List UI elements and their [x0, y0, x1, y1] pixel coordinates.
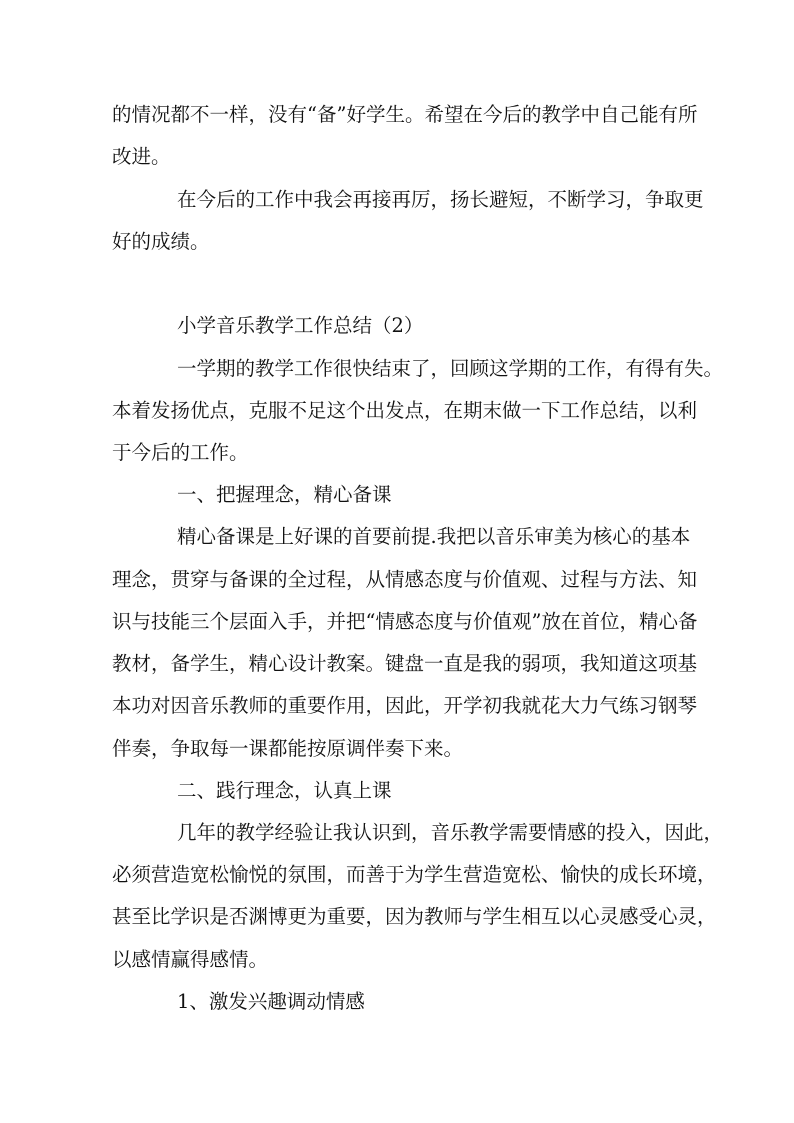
- subheading: 二、践行理念，认真上课: [177, 779, 392, 802]
- body-text-line: 必须营造宽松愉悦的氛围，而善于为学生营造宽松、愉快的成长环境，: [112, 863, 717, 886]
- body-text-line: 本功对因音乐教师的重要作用，因此，开学初我就花大力气练习钢琴: [112, 694, 698, 717]
- body-text-line: 理念，贯穿与备课的全过程，从情感态度与价值观、过程与方法、知: [112, 568, 698, 591]
- body-text-line: 以感情赢得感情。: [112, 948, 269, 971]
- body-text-line: 识与技能三个层面入手，并把“情感态度与价值观”放在首位，精心备: [112, 610, 698, 633]
- body-text-line: 教材，备学生，精心设计教案。键盘一直是我的弱项，我知道这项基: [112, 652, 698, 675]
- body-text-line: 一学期的教学工作很快结束了，回顾这学期的工作，有得有失。: [177, 357, 724, 380]
- body-text-line: 本着发扬优点，克服不足这个出发点，在期末做一下工作总结，以利: [112, 399, 698, 422]
- body-text-line: 改进。: [112, 145, 171, 168]
- body-text-line: 几年的教学经验让我认识到，音乐教学需要情感的投入，因此，: [177, 821, 724, 844]
- body-text-line: 在今后的工作中我会再接再厉，扬长避短，不断学习，争取更: [177, 188, 704, 211]
- body-text-line: 精心备课是上好课的首要前提.我把以音乐审美为核心的基本: [177, 525, 691, 548]
- body-text-line: 伴奏，争取每一课都能按原调伴奏下来。: [112, 737, 464, 760]
- section-title: 小学音乐教学工作总结（2）: [177, 314, 424, 337]
- body-text-line: 的情况都不一样，没有“备”好学生。希望在今后的教学中自己能有所: [112, 103, 698, 126]
- body-text-line: 好的成绩。: [112, 230, 210, 253]
- body-text-line: 于今后的工作。: [112, 441, 249, 464]
- body-text-line: 甚至比学识是否渊博更为重要，因为教师与学生相互以心灵感受心灵，: [112, 905, 717, 928]
- subheading: 一、把握理念，精心备课: [177, 483, 392, 506]
- subheading: 1、激发兴趣调动情感: [177, 990, 365, 1013]
